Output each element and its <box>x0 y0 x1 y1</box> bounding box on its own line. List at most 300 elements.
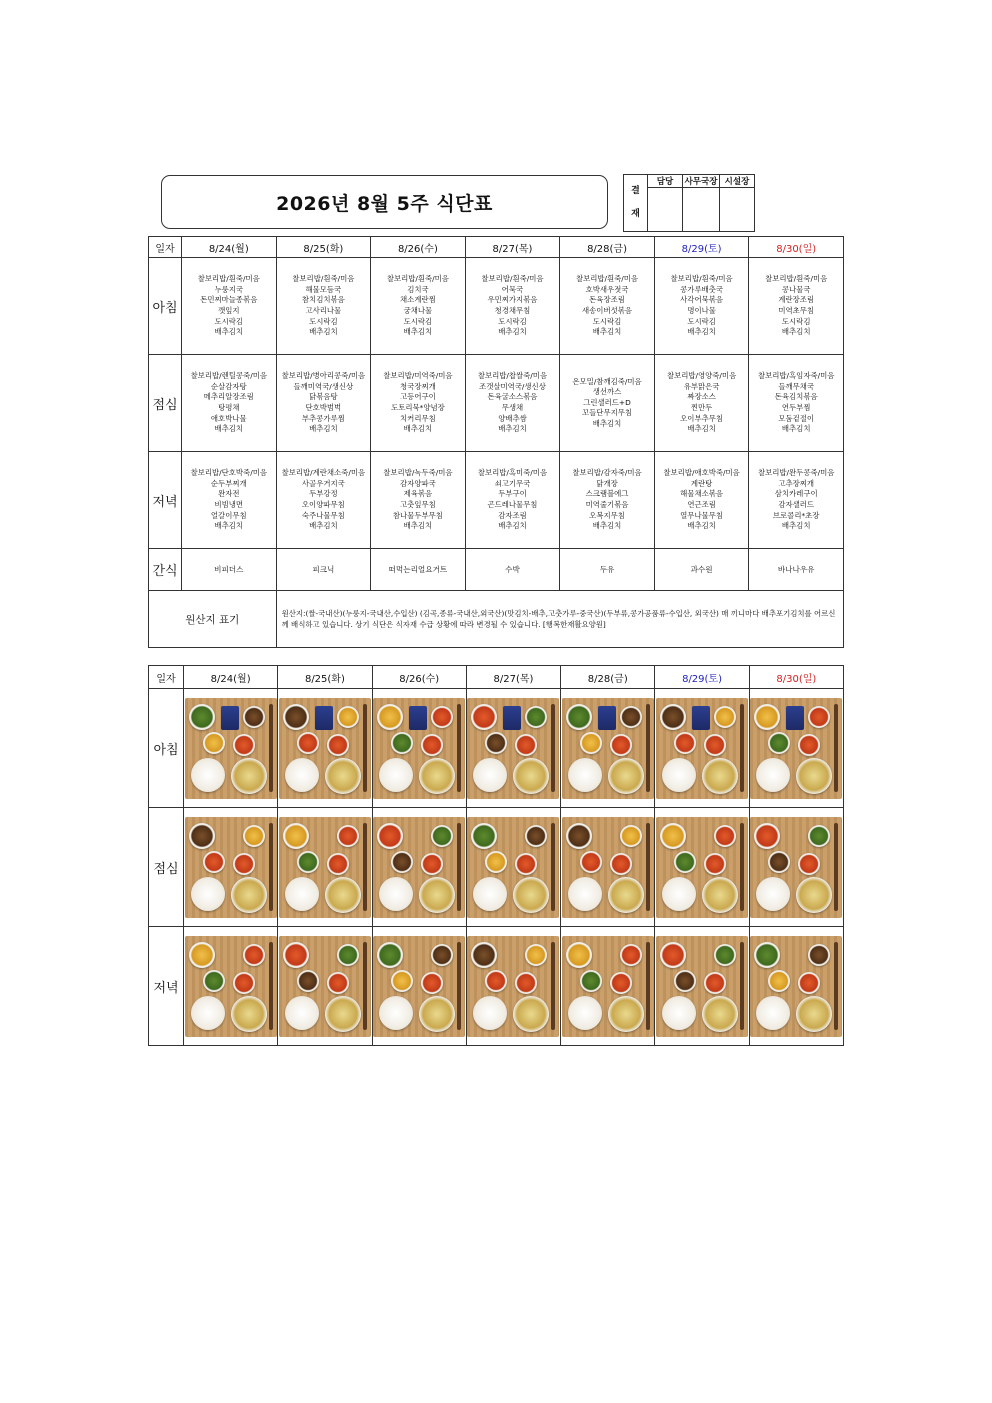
photo-row-label: 저녁 <box>149 927 184 1046</box>
meal-cell <box>371 355 466 452</box>
dish <box>421 734 443 756</box>
spoon <box>834 942 838 1030</box>
menu-item: 계란탕 <box>690 478 713 488</box>
menu-item: 찰보리밥/흰죽/미음 <box>670 274 733 284</box>
photo-row <box>149 927 844 1046</box>
menu-item: 쇠고기무국 <box>494 478 531 488</box>
menu-item: 계란장조림 <box>778 295 815 305</box>
menu-item: 돈육김치볶음 <box>774 392 818 402</box>
dish <box>431 944 453 966</box>
approval-sign-director[interactable] <box>720 188 755 232</box>
meal-photo <box>562 936 654 1037</box>
menu-item: 배추김치 <box>592 521 622 531</box>
dish <box>754 942 780 968</box>
dish <box>203 732 225 754</box>
origin-text: 원산지:(쌀-국내산)(누룽지-국내산,수입산) (김곡,종류-국내산,외국산)(맛김치-배추,고춧가루-중국산)(두부류,콩가공품류-수입산, 외국산) 매 끼니마다 배추포기김치를 어르신께 배식하고 있습니다. 상기 식단은 식자재 수급 상황에 따라 변경될 수 있습니다. [행복한재활요양원] <box>276 591 843 648</box>
dish <box>419 758 455 794</box>
dish <box>796 996 832 1032</box>
meal-row <box>149 355 844 452</box>
menu-item: 곤드레나물무침 <box>487 500 538 509</box>
meal-cell <box>465 452 560 549</box>
approval-sign-staff[interactable] <box>648 188 683 232</box>
dish <box>620 944 642 966</box>
dish <box>702 758 738 794</box>
menu-item: 찐만두 <box>690 403 713 412</box>
dish <box>419 877 455 913</box>
menu-item: 배추김치 <box>403 424 433 434</box>
seaweed-packet <box>409 706 427 730</box>
dish <box>297 732 319 754</box>
dish <box>421 853 443 875</box>
menu-item: 참나물두부무침 <box>392 510 443 520</box>
menu-item: 닭개장 <box>596 478 618 488</box>
snack-cell: 떠먹는리얼요거트 <box>371 549 466 591</box>
day-header: 8/29(토) <box>654 237 749 258</box>
spoon <box>269 704 273 792</box>
dish <box>243 944 265 966</box>
dish <box>203 851 225 873</box>
menu-item: 치커리무침 <box>400 413 436 423</box>
photo-cell <box>561 927 655 1046</box>
dish <box>768 732 790 754</box>
photo-day-header: 8/27(목) <box>466 666 560 689</box>
spoon <box>269 942 273 1030</box>
meal-cell <box>465 258 560 355</box>
meal-cell <box>371 258 466 355</box>
menu-item: 미역초무침 <box>778 306 815 315</box>
dish <box>327 972 349 994</box>
dish <box>515 853 537 875</box>
dish <box>620 706 642 728</box>
menu-item: 배추김치 <box>592 418 622 428</box>
menu-item: 채소계란찜 <box>400 295 436 305</box>
approval-box <box>623 174 755 232</box>
dish <box>674 970 696 992</box>
spoon <box>834 823 838 911</box>
meal-row <box>149 452 844 549</box>
spoon <box>740 823 744 911</box>
meal-photo <box>373 698 465 799</box>
spoon <box>834 704 838 792</box>
meal-photo <box>373 936 465 1037</box>
menu-item: 도시락김 <box>403 316 433 326</box>
spoon <box>646 704 650 792</box>
dish <box>391 732 413 754</box>
dish <box>754 823 780 849</box>
snack-cell: 수박 <box>465 549 560 591</box>
dish <box>337 706 359 728</box>
snack-row <box>149 549 844 591</box>
meal-cell <box>371 452 466 549</box>
dish <box>608 996 644 1032</box>
menu-item: 비빔냉면 <box>214 500 244 509</box>
menu-item: 돈민찌마늘종볶음 <box>200 295 258 305</box>
spoon <box>740 704 744 792</box>
menu-item: 찰보리밥/흰죽/미음 <box>197 274 260 284</box>
dish <box>768 851 790 873</box>
meal-cell <box>749 452 844 549</box>
spoon <box>551 823 555 911</box>
spoon <box>363 823 367 911</box>
seaweed-packet <box>503 706 521 730</box>
meal-cell <box>654 452 749 549</box>
dish <box>754 704 780 730</box>
menu-item: 찰보리밥/흑미죽/미음 <box>477 468 548 478</box>
menu-item: 짜장소스 <box>687 392 716 402</box>
menu-item: 감자조림 <box>498 510 527 520</box>
photo-cell <box>561 808 655 927</box>
menu-item: 배추김치 <box>498 327 527 337</box>
menu-item: 찰보리밥/단호박죽/미음 <box>190 468 267 478</box>
menu-table <box>148 236 844 648</box>
menu-item: 탕평채 <box>218 403 240 412</box>
meal-cell <box>465 355 560 452</box>
dish <box>513 877 549 913</box>
dish <box>525 706 547 728</box>
dish <box>662 758 696 792</box>
menu-item: 배추김치 <box>687 424 716 434</box>
menu-item: 부추콩가루찜 <box>301 413 345 423</box>
menu-item: 배추김치 <box>687 327 716 337</box>
day-header: 8/27(목) <box>465 237 560 258</box>
menu-item: 찰보리밥/미역죽/미음 <box>383 371 453 381</box>
meal-photo <box>373 817 465 918</box>
dish <box>768 970 790 992</box>
menu-item: 순살감자탕 <box>210 381 247 391</box>
menu-item: 배추김치 <box>592 327 622 337</box>
dish <box>515 972 537 994</box>
dish <box>337 944 359 966</box>
menu-item: 꼬들단무지무침 <box>582 408 633 418</box>
menu-item: 찰보리밥/흰죽/미음 <box>386 274 449 284</box>
menu-item: 사골우거지국 <box>301 478 345 488</box>
dish <box>419 996 455 1032</box>
seaweed-packet <box>315 706 333 730</box>
menu-item: 해물모듬국 <box>305 284 342 294</box>
dish <box>233 734 255 756</box>
dish <box>660 704 686 730</box>
menu-item: 유부맑은국 <box>683 381 720 391</box>
meal-photo <box>656 936 748 1037</box>
snack-cell: 비피더스 <box>182 549 277 591</box>
dish <box>297 851 319 873</box>
menu-item: 들깨무채국 <box>778 381 815 391</box>
dish <box>231 877 267 913</box>
menu-item: 우민찌가지볶음 <box>487 295 538 305</box>
photo-table <box>148 665 844 1046</box>
meal-cell <box>182 258 277 355</box>
dish <box>674 732 696 754</box>
meal-photo <box>185 698 277 799</box>
meal-cell <box>276 258 371 355</box>
menu-item: 찰보리밥/흑임자죽/미음 <box>758 371 835 381</box>
spoon <box>363 704 367 792</box>
spoon <box>646 823 650 911</box>
dish <box>325 877 361 913</box>
meal-photo <box>185 817 277 918</box>
meal-cell <box>182 452 277 549</box>
menu-item: 찰보리밥/녹두죽/미음 <box>383 468 453 478</box>
dish <box>714 825 736 847</box>
photo-cell <box>184 689 278 808</box>
dish <box>714 944 736 966</box>
day-header: 8/24(월) <box>182 237 277 258</box>
menu-item: 콩가루배춧국 <box>680 284 724 294</box>
date-header: 일자 <box>149 237 182 258</box>
meal-photo <box>656 698 748 799</box>
origin-label: 원산지 표기 <box>149 591 277 648</box>
dish <box>297 970 319 992</box>
menu-item: 감자샐러드 <box>778 500 815 509</box>
menu-item: 배추김치 <box>403 521 433 531</box>
menu-item: 배추김치 <box>781 521 811 531</box>
menu-item: 애호박나물 <box>210 413 247 423</box>
photo-cell <box>372 927 466 1046</box>
page-title: 2026년 8월 5주 식단표 <box>276 192 493 215</box>
meal-cell <box>560 258 655 355</box>
photo-day-header: 8/25(화) <box>278 666 372 689</box>
photo-cell <box>749 808 843 927</box>
menu-item: 누룽지국 <box>214 284 244 294</box>
menu-item: 찰보리밥/영양죽/미음 <box>666 371 737 381</box>
dish <box>283 823 309 849</box>
photo-row <box>149 808 844 927</box>
menu-item: 들깨미역국/생신상 <box>293 381 354 391</box>
menu-item: 얼갈이무침 <box>210 510 247 520</box>
menu-item: 배추김치 <box>214 521 244 531</box>
dish <box>233 972 255 994</box>
menu-item: 김치국 <box>407 284 429 294</box>
photo-header-row <box>149 666 844 689</box>
menu-item: 어묵국 <box>501 284 524 294</box>
meal-label: 저녁 <box>149 452 182 549</box>
dish <box>756 996 790 1030</box>
menu-item: 찰보리밥/완두콩죽/미음 <box>758 468 835 478</box>
dish <box>515 734 537 756</box>
meal-photo <box>185 936 277 1037</box>
snack-cell: 과수원 <box>654 549 749 591</box>
approval-header-staff: 담당 <box>648 175 683 188</box>
dish <box>674 851 696 873</box>
meal-photo <box>562 698 654 799</box>
menu-item: 닭볶음탕 <box>309 392 338 402</box>
dish <box>525 944 547 966</box>
dish <box>704 734 726 756</box>
menu-item: 해물채소볶음 <box>680 489 724 499</box>
menu-item: 두부구이 <box>498 489 527 499</box>
spoon <box>457 823 461 911</box>
dish <box>285 758 319 792</box>
menu-item: 청국장찌개 <box>400 381 436 391</box>
meal-photo <box>279 698 371 799</box>
spoon <box>551 704 555 792</box>
dish <box>568 996 602 1030</box>
day-header: 8/26(수) <box>371 237 466 258</box>
menu-item: 도시락김 <box>214 316 244 326</box>
spoon <box>457 704 461 792</box>
photo-row-label: 점심 <box>149 808 184 927</box>
dish <box>285 996 319 1030</box>
dish <box>808 706 830 728</box>
menu-item: 오이부추무침 <box>680 413 724 423</box>
dish <box>325 996 361 1032</box>
seaweed-packet <box>692 706 710 730</box>
menu-item: 그린샐러드+D <box>583 397 631 407</box>
menu-item: 찰보리밥/찹쌀죽/미음 <box>477 371 548 381</box>
menu-item: 메추리알장조림 <box>203 392 254 402</box>
seaweed-packet <box>598 706 616 730</box>
menu-item: 깻잎지 <box>218 306 240 315</box>
menu-item: 완자전 <box>218 489 240 499</box>
photo-cell <box>372 808 466 927</box>
menu-item: 고등어구이 <box>400 392 436 402</box>
snack-cell: 피크닉 <box>276 549 371 591</box>
meal-label: 점심 <box>149 355 182 452</box>
menu-item: 도시락김 <box>687 316 716 326</box>
dish <box>327 734 349 756</box>
menu-item: 배추김치 <box>498 424 527 434</box>
menu-item: 고춧잎무침 <box>400 500 436 509</box>
menu-item: 연두부찜 <box>781 403 811 412</box>
meal-cell <box>749 258 844 355</box>
photo-date-header: 일자 <box>149 666 184 689</box>
dish <box>189 823 215 849</box>
approval-label-top: 결 <box>631 186 640 196</box>
photo-cell <box>278 808 372 927</box>
spoon <box>551 942 555 1030</box>
photo-cell <box>278 689 372 808</box>
menu-item: 도시락김 <box>592 316 622 326</box>
menu-item: 사각어묵볶음 <box>680 295 724 305</box>
dish <box>756 758 790 792</box>
dish <box>704 972 726 994</box>
title-box <box>161 175 608 229</box>
photo-cell <box>372 689 466 808</box>
dish <box>513 996 549 1032</box>
meal-cell <box>560 355 655 452</box>
meal-row <box>149 258 844 355</box>
menu-item: 두부강정 <box>309 489 338 499</box>
photo-cell <box>561 689 655 808</box>
photo-cell <box>655 808 749 927</box>
meal-photo <box>279 817 371 918</box>
menu-item: 콩나물국 <box>781 284 811 294</box>
dish <box>283 942 309 968</box>
origin-row <box>149 591 844 648</box>
menu-item: 배추김치 <box>781 424 811 434</box>
photo-day-header: 8/28(금) <box>561 666 655 689</box>
snack-cell: 바나나우유 <box>749 549 844 591</box>
meal-cell <box>749 355 844 452</box>
dish <box>660 942 686 968</box>
photo-cell <box>278 927 372 1046</box>
dish <box>808 944 830 966</box>
meal-photo <box>467 698 559 799</box>
menu-item: 단호박범벅 <box>305 403 342 412</box>
dish <box>704 853 726 875</box>
photo-cell <box>749 927 843 1046</box>
meal-photo <box>467 936 559 1037</box>
menu-item: 배추김치 <box>309 327 338 337</box>
photo-cell <box>466 689 560 808</box>
dish <box>568 877 602 911</box>
menu-item: 찰보리밥/감자죽/미음 <box>572 468 642 478</box>
dish <box>379 758 413 792</box>
dish <box>485 970 507 992</box>
photo-day-header: 8/29(토) <box>655 666 749 689</box>
menu-item: 찰보리밥/흰죽/미음 <box>292 274 355 284</box>
menu-item: 찰보리밥/흰죽/미음 <box>575 274 639 284</box>
dish <box>421 972 443 994</box>
dish <box>714 706 736 728</box>
menu-item: 감자양파국 <box>400 478 436 488</box>
dish <box>798 853 820 875</box>
photo-day-header: 8/30(일) <box>749 666 843 689</box>
menu-item: 배추김치 <box>687 521 716 531</box>
dish <box>283 704 309 730</box>
menu-item: 브로콜리*초장 <box>772 510 820 520</box>
menu-item: 찰보리밥/렌틸콩죽/미음 <box>190 371 267 381</box>
photo-cell <box>655 689 749 808</box>
menu-item: 고사리나물 <box>305 306 342 315</box>
menu-item: 궁채나물 <box>403 306 433 315</box>
dish <box>702 877 738 913</box>
menu-item: 무생채 <box>501 403 524 412</box>
photo-cell <box>184 808 278 927</box>
dish <box>377 823 403 849</box>
dish <box>191 996 225 1030</box>
menu-item: 배추김치 <box>309 521 338 531</box>
meal-photo <box>562 817 654 918</box>
menu-item: 도시락김 <box>781 316 811 326</box>
dish <box>189 942 215 968</box>
dish <box>566 942 592 968</box>
menu-item: 미역줄기볶음 <box>585 500 629 509</box>
photo-day-header: 8/26(수) <box>372 666 466 689</box>
snack-label: 간식 <box>149 549 182 591</box>
dish <box>662 996 696 1030</box>
menu-item: 연근조림 <box>687 500 716 509</box>
approval-sign-manager[interactable] <box>683 188 720 232</box>
dish <box>796 758 832 794</box>
meal-cell <box>654 258 749 355</box>
menu-item: 모둠겉절이 <box>778 413 815 423</box>
photo-cell <box>466 927 560 1046</box>
meal-photo <box>750 936 842 1037</box>
dish <box>702 996 738 1032</box>
dish <box>431 825 453 847</box>
menu-item: 배추김치 <box>214 424 244 434</box>
spoon <box>269 823 273 911</box>
menu-item: 찰보리밥/흰죽/미음 <box>765 274 828 284</box>
dish <box>203 970 225 992</box>
approval-header-manager: 사무국장 <box>683 175 720 188</box>
menu-item: 온모밀/참깨김죽/미음 <box>572 376 642 386</box>
dish <box>327 853 349 875</box>
spoon <box>646 942 650 1030</box>
photo-cell <box>466 808 560 927</box>
dish <box>756 877 790 911</box>
menu-item: 제육볶음 <box>403 489 433 499</box>
meal-photo <box>750 817 842 918</box>
photo-row <box>149 689 844 808</box>
menu-item: 명이나물 <box>687 306 716 315</box>
meal-cell <box>276 355 371 452</box>
menu-item: 배추김치 <box>403 327 433 337</box>
day-header: 8/30(일) <box>749 237 844 258</box>
dish <box>325 758 361 794</box>
dish <box>608 758 644 794</box>
